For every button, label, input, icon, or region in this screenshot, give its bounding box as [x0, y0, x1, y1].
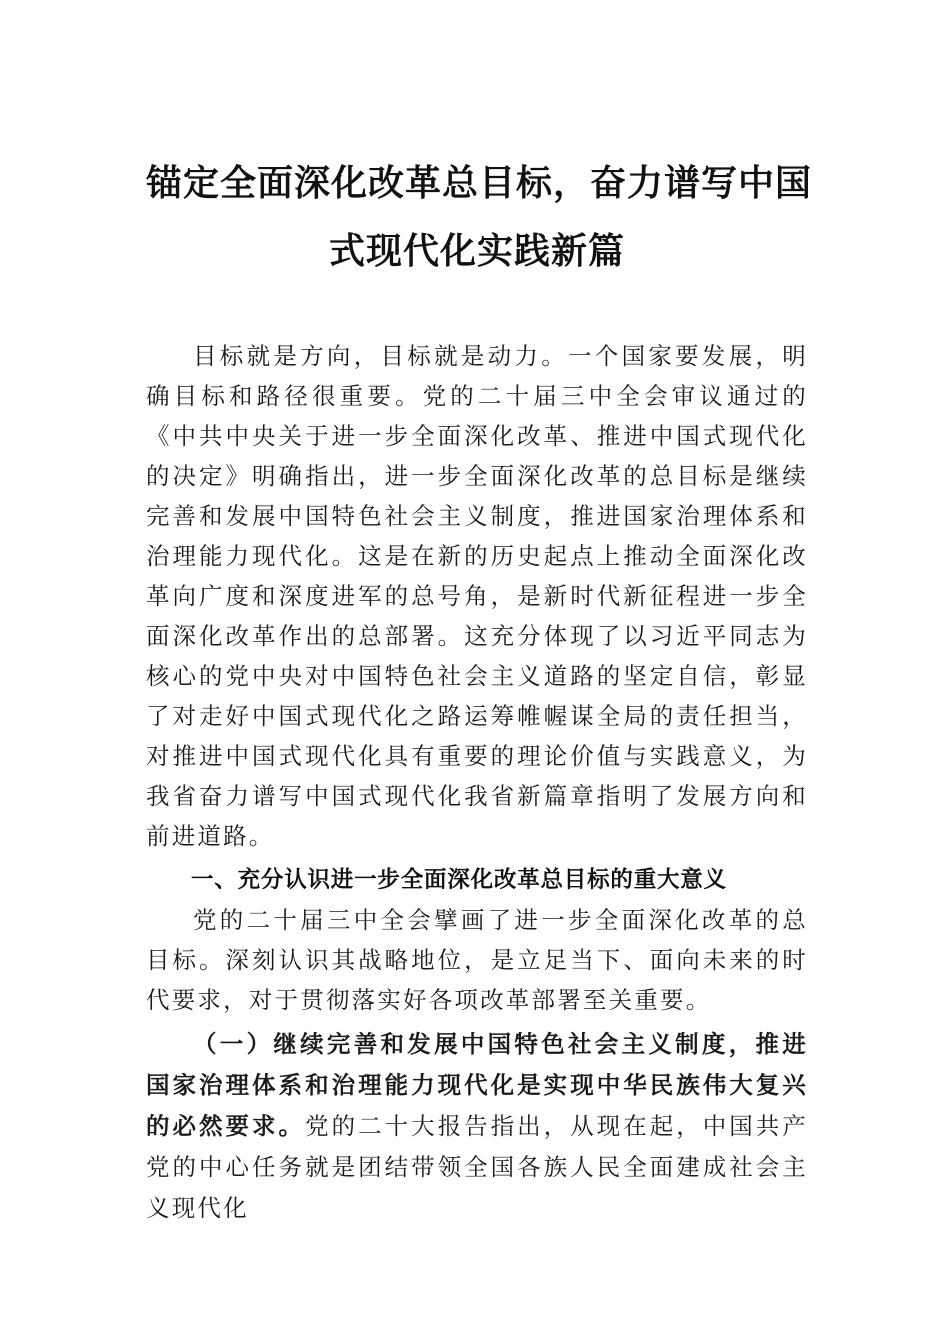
- document-body: [146, 336, 808, 1229]
- document-title: [146, 150, 813, 286]
- intro-paragraph: 目标就是方向，目标就是动力。一个国家要发展，明确目标和路径很重要。党的二十届三中全会审议通过的《中共中央关于进一步全面深化改革、推进中国式现代化的决定》明确指出，进一步全面深化改革的总目标是继续完善和发展中国特色社会主义制度，推进国家治理体系和治理能力现代化。这是在新的历史起点上推动全面深化改革向广度和深度进军的总号角，是新时代新征程进一步全面深化改革作出的总部署。这充分体现了以习近平同志为核心的党中央对中国特色社会主义道路的坚定自信，彰显了对走好中国式现代化之路运筹帷幄谋全局的责任担当，对推进中国式现代化具有重要的理论价值与实践意义，为我省奋力谱写中国式现代化我省新篇章指明了发展方向和前进道路。: [146, 342, 808, 850]
- section-1-paragraph: 党的二十届三中全会擘画了进一步全面深化改革的总目标。深刻认识其战略地位，是立足当下、面向未来的时代要求，对于贯彻落实好各项改革部署至关重要。: [146, 906, 808, 1014]
- section-heading-1: 一、充分认识进一步全面深化改革总目标的重大意义: [191, 867, 727, 893]
- subsection-1-body: 党的二十大报告指出，从现在起，中国共产党的中心任务就是团结带领全国各族人民全面建成社会主义现代化: [146, 1112, 808, 1222]
- subsection-1-lead: （一）继续完善和发展中国特色社会主义制度，推进国家治理体系和治理能力现代化是实现中华民族伟大复兴的必然要求。: [146, 1030, 808, 1140]
- title-line-2: 式现代化实践新篇: [328, 231, 625, 272]
- document-page: [146, 150, 813, 1229]
- title-line-1: 锚定全面深化改革总目标，奋力谱写中国: [146, 163, 813, 204]
- subsection-1-paragraph: [146, 1024, 808, 1229]
